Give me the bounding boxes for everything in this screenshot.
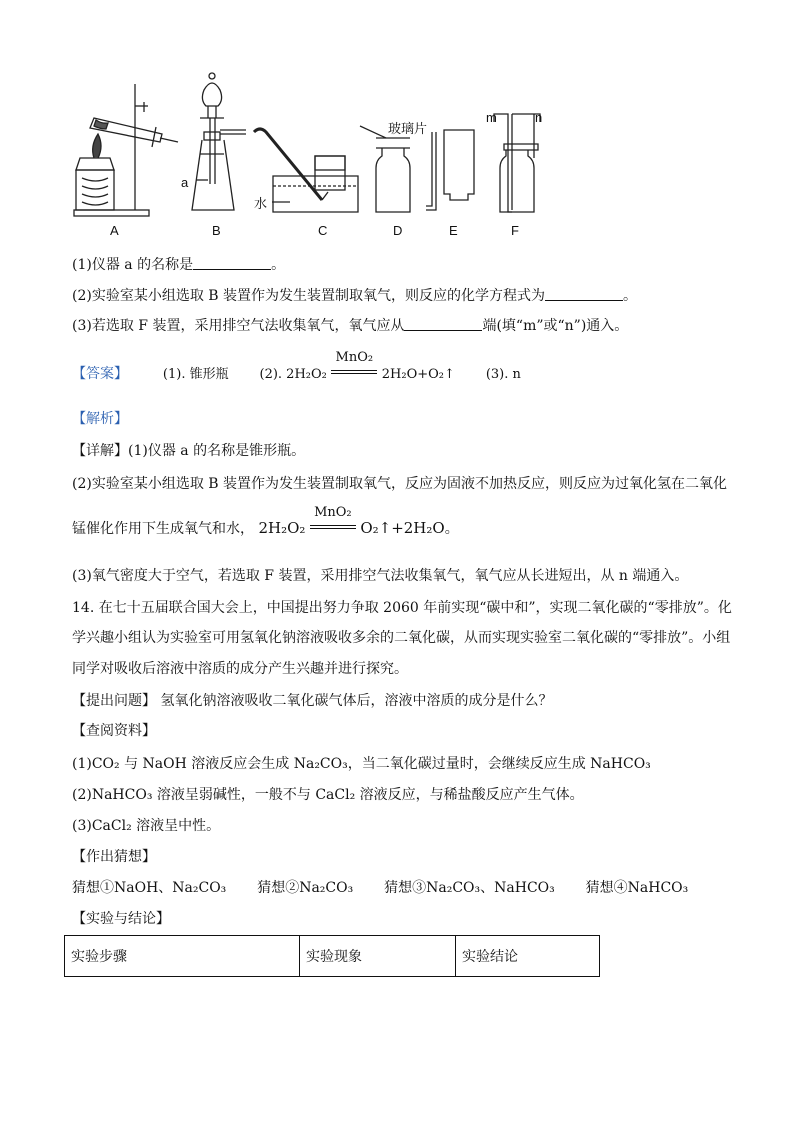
label-water: 水 — [254, 196, 268, 211]
answer-label: 【答案】 — [72, 366, 128, 382]
experiment-table — [64, 935, 600, 977]
q14-line-1: 14. 在七十五届联合国大会上，中国提出努力争取 2060 年前实现“碳中和”，实现二氧化碳的“零排放”。化 — [72, 600, 732, 616]
guess-1: 猜想①NaOH、Na₂CO₃ — [72, 880, 227, 896]
table-header-phenomenon: 实验现象 — [300, 936, 456, 977]
analysis-line-3: 锰催化作用下生成氧气和水， 2H₂O₂ MnO₂ O₂↑+2H₂O。 — [72, 505, 459, 537]
apparatus-figure — [60, 68, 560, 240]
q14-ask: 【提出问题】 氢氧化钠溶液吸收二氧化碳气体后，溶液中溶质的成分是什么？ — [72, 693, 553, 709]
caption-d: D — [393, 223, 403, 238]
answer-blank[interactable] — [404, 318, 482, 331]
apparatus-e — [426, 130, 474, 210]
apparatus-f — [494, 114, 540, 212]
apparatus-d — [360, 126, 410, 212]
analysis-line-4: (3)氧气密度大于空气，若选取 F 装置，采用排空气法收集氧气，氧气应从长进短出，从 n 端通入。 — [72, 568, 689, 584]
caption-b: B — [212, 223, 221, 238]
question-2: (2)实验室某小组选取 B 装置作为发生装置制取氧气，则反应的化学方程式为 。 — [72, 288, 638, 304]
q14-guess-label: 【作出猜想】 — [72, 849, 156, 865]
guess-2: 猜想②Na₂CO₃ — [257, 880, 354, 896]
analysis-line-2: (2)实验室某小组选取 B 装置作为发生装置制取氧气，反应为固液不加热反应，则反应为过氧化氢在二氧化 — [72, 476, 728, 492]
apparatus-b — [192, 73, 246, 210]
apparatus-a — [74, 84, 178, 216]
analysis-line-1: 【详解】(1)仪器 a 的名称是锥形瓶。 — [72, 443, 306, 459]
answer-3: (3). n — [485, 367, 521, 382]
analysis-label: 【解析】 — [72, 411, 128, 427]
q14-ref-label: 【查阅资料】 — [72, 723, 156, 739]
table-header-conclusion: 实验结论 — [456, 936, 600, 977]
question-3: (3)若选取 F 装置，采用排空气法收集氧气，氧气应从 端(填“m”或“n”)通入。 — [72, 318, 629, 334]
q14-ref-1: (1)CO₂ 与 NaOH 溶液反应会生成 Na₂CO₃，当二氧化碳过量时，会继续反应生成 NaHCO₃ — [72, 756, 651, 772]
table-row — [65, 936, 600, 977]
label-n: n — [535, 110, 543, 125]
q14-ref-3: (3)CaCl₂ 溶液呈中性。 — [72, 818, 221, 834]
label-m: m — [486, 110, 497, 125]
q14-line-2: 学兴趣小组认为实验室可用氢氧化钠溶液吸收多余的二氧化碳，从而实现实验室二氧化碳的“零排放”。小组 — [72, 630, 731, 646]
q14-exp-label: 【实验与结论】 — [72, 911, 170, 927]
apparatus-c — [254, 129, 358, 212]
answer-line — [72, 350, 521, 384]
q14-line-3: 同学对吸收后溶液中溶质的成分产生兴趣并进行探究。 — [72, 661, 408, 677]
q14-ref-2: (2)NaHCO₃ 溶液呈弱碱性，一般不与 CaCl₂ 溶液反应，与稀盐酸反应产生气体。 — [72, 787, 584, 803]
caption-f: F — [511, 223, 519, 238]
analysis-catalyst: MnO₂ — [314, 505, 352, 520]
question-1: (1)仪器 a 的名称是 。 — [72, 257, 286, 273]
guess-4: 猜想④NaHCO₃ — [585, 880, 689, 896]
answer-1: (1). 锥形瓶 — [162, 367, 229, 382]
caption-e: E — [449, 223, 458, 238]
label-a-letter: a — [181, 175, 189, 190]
answer-2-left: (2). 2H₂O₂ — [259, 367, 327, 382]
table-header-step: 实验步骤 — [65, 936, 300, 977]
answer-blank[interactable] — [193, 257, 271, 270]
label-glass-plate: 玻璃片 — [388, 121, 428, 136]
guess-3: 猜想③Na₂CO₃、NaHCO₃ — [384, 880, 555, 896]
answer-2-catalyst: MnO₂ — [335, 350, 374, 365]
caption-c: C — [318, 223, 328, 238]
caption-a: A — [110, 223, 119, 238]
answer-2-right: 2H₂O+O₂↑ — [381, 367, 455, 382]
answer-blank[interactable] — [545, 288, 623, 301]
q14-guesses — [72, 879, 688, 897]
